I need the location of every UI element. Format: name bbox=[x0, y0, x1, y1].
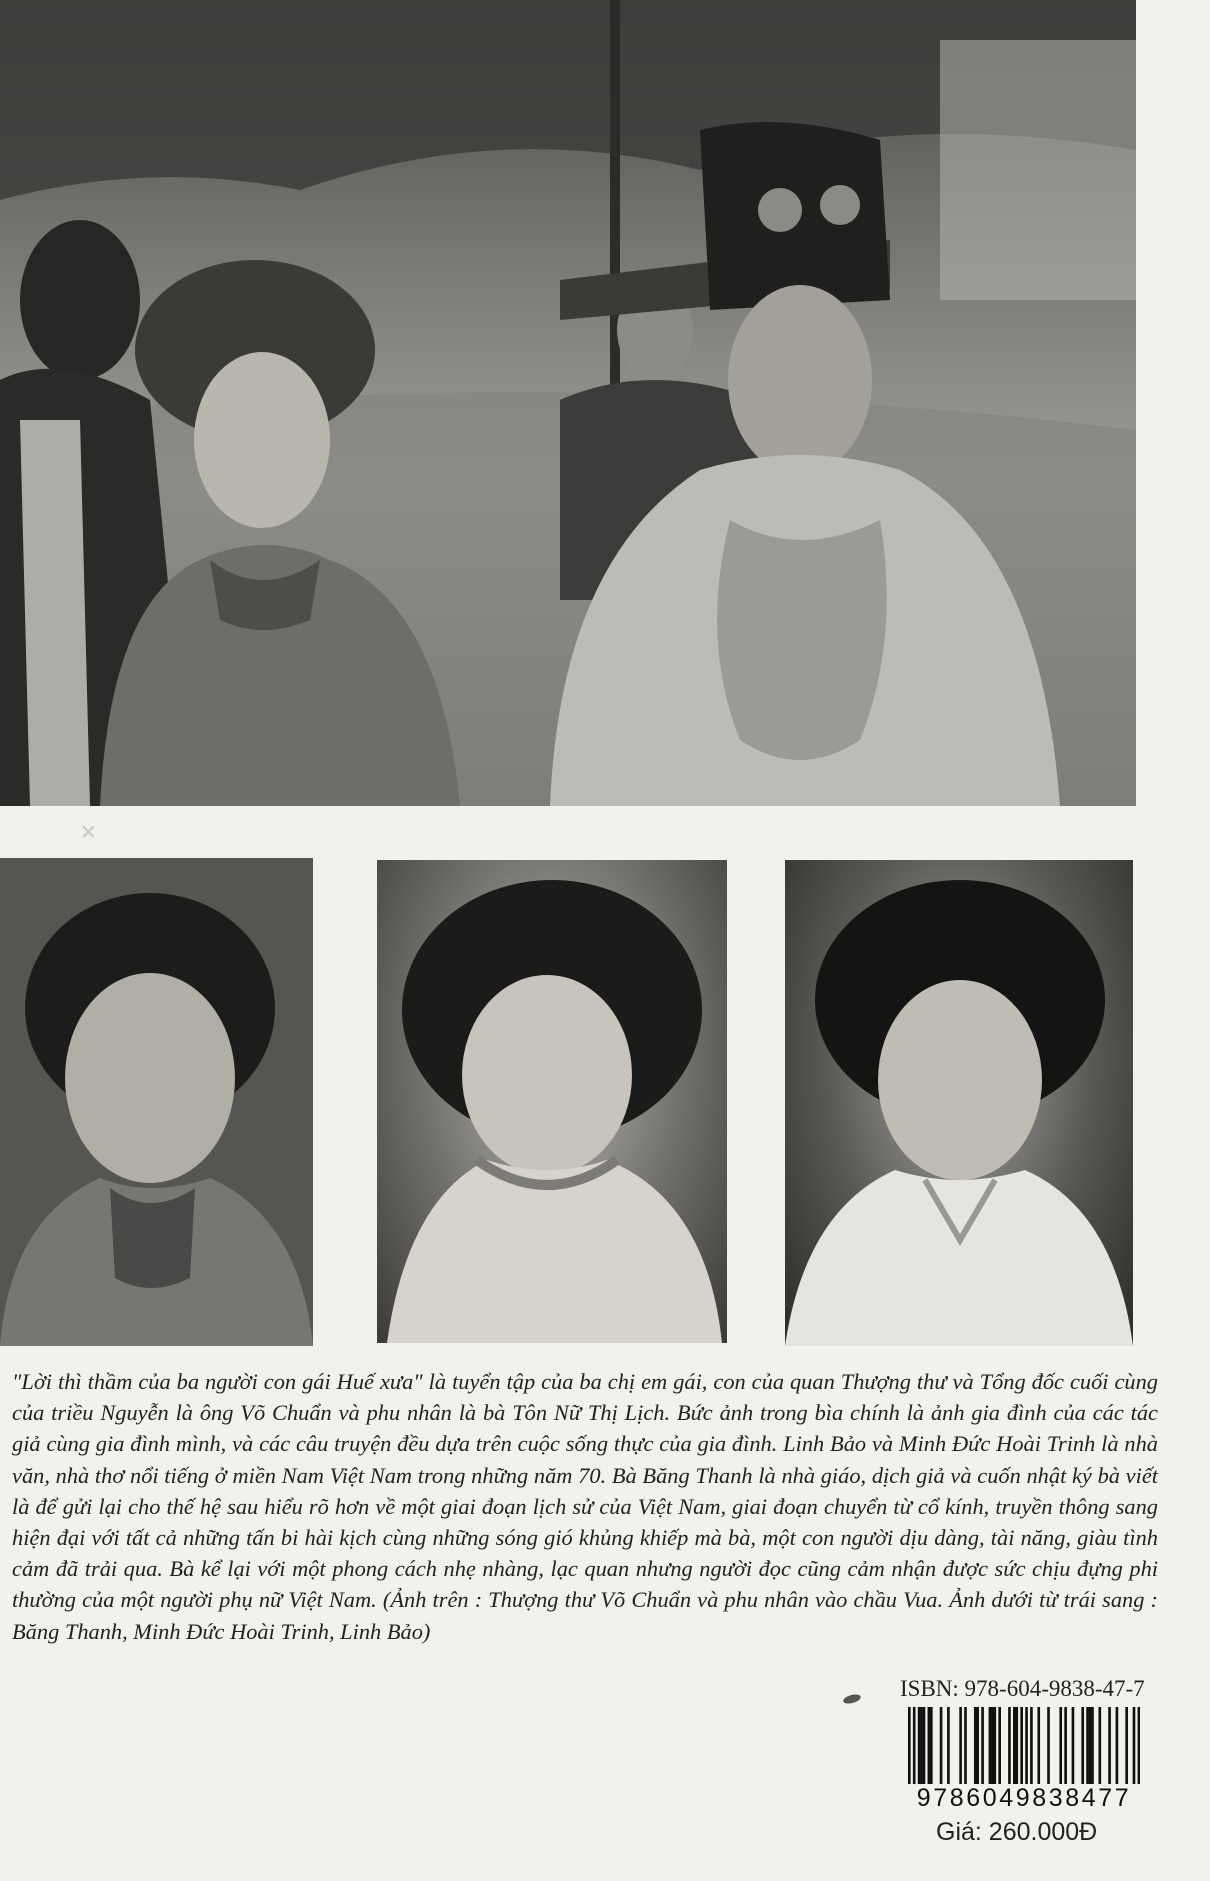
main-photo-illustration bbox=[0, 0, 1136, 806]
portrait-bang-thanh bbox=[0, 858, 313, 1346]
portrait-linh-bao-illustration bbox=[785, 860, 1133, 1346]
speck bbox=[842, 1693, 861, 1705]
portrait-minh-duc-hoai-trinh-illustration bbox=[377, 860, 727, 1343]
price: Giá: 260.000Đ bbox=[936, 1818, 1098, 1846]
isbn: ISBN: 978-604-9838-47-7 bbox=[900, 1676, 1145, 1701]
faint-mark: ✕ bbox=[80, 820, 97, 844]
barcode-digits: 9786049838477 bbox=[902, 1784, 1146, 1812]
main-photo bbox=[0, 0, 1136, 806]
portrait-bang-thanh-illustration bbox=[0, 858, 313, 1346]
portrait-minh-duc-hoai-trinh bbox=[377, 860, 727, 1343]
portrait-linh-bao bbox=[785, 860, 1133, 1346]
book-description: "Lời thì thầm của ba người con gái Huế xưa" là tuyển tập của ba chị em gái, con của quan Thượng thư và Tổng đốc cuối cùng của triều Nguyễn là ông Võ Chuẩn và phu nhân là bà Tôn Nữ Thị Lịch. Bức ảnh trong bìa chính là ảnh gia đình của các tác giả cùng gia đình mình, và các câu truyện đều dựa trên cuộc sống thực của gia đình. Linh Bảo và Minh Đức Hoài Trinh là nhà văn, nhà thơ nổi tiếng ở miền Nam Việt Nam trong những năm 70. Bà Băng Thanh là nhà giáo, dịch giả và cuốn nhật ký bà viết là để gửi lại cho thế hệ sau hiểu rõ hơn về một giai đoạn lịch sử của Việt Nam, giai đoạn chuyển từ cổ kính, truyền thông sang hiện đại với tất cả những tấn bi hài kịch cùng những sóng gió khủng khiếp mà bà, một con người dịu dàng, tài năng, giàu tình cảm đã trải qua. Bà kể lại với một phong cách nhẹ nhàng, lạc quan nhưng người đọc cũng cảm nhận được sức chịu đựng phi thường của một người phụ nữ Việt Nam. (Ảnh trên : Thượng thư Võ Chuẩn và phu nhân vào chầu Vua. Ảnh dưới từ trái sang : Băng Thanh, Minh Đức Hoài Trinh, Linh Bảo) bbox=[12, 1369, 1158, 1644]
